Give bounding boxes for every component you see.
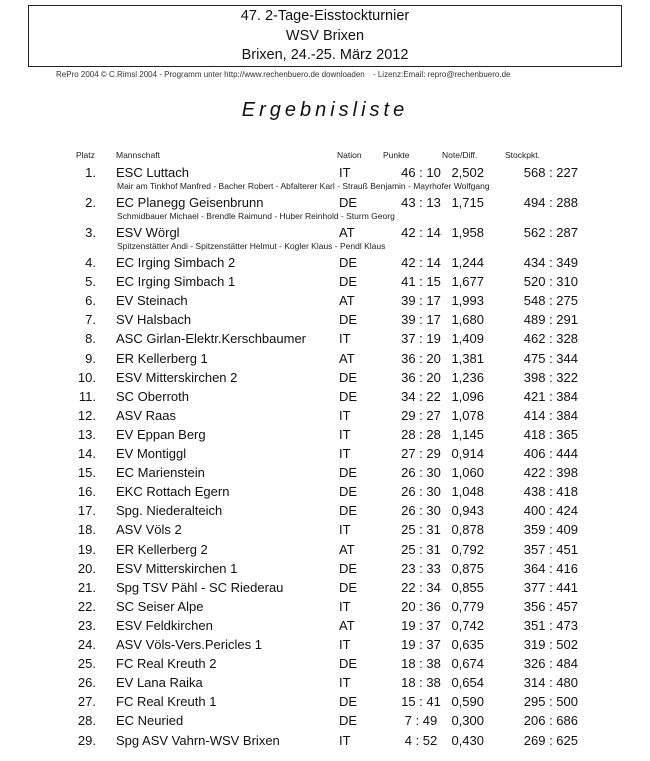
table-row bbox=[0, 427, 650, 446]
table-row bbox=[0, 618, 650, 637]
stock-points-cell: 475 : 344 bbox=[523, 350, 578, 366]
team-name-cell: Spg TSV Pähl - SC Riederau bbox=[116, 579, 284, 595]
nation-cell: DE bbox=[339, 694, 358, 710]
rank-cell: 28. bbox=[77, 713, 96, 729]
rank-cell: 4. bbox=[85, 255, 96, 270]
table-row bbox=[0, 465, 650, 484]
table-row bbox=[0, 561, 650, 580]
points-cell: 19 : 37 bbox=[401, 637, 441, 652]
points-cell: 26 : 30 bbox=[401, 484, 441, 500]
stock-points-cell: 562 : 287 bbox=[523, 225, 578, 240]
nation-cell: DE bbox=[339, 255, 358, 270]
nation-cell: DE bbox=[339, 465, 358, 481]
stock-points-cell: 462 : 328 bbox=[523, 331, 578, 347]
rank-cell: 12. bbox=[77, 407, 96, 423]
nation-cell: DE bbox=[339, 274, 358, 290]
points-cell: 4 : 52 bbox=[404, 732, 438, 748]
note-diff-cell: 1,078 bbox=[451, 407, 484, 423]
nation-cell: IT bbox=[339, 446, 351, 461]
team-name-cell: FC Real Kreuth 2 bbox=[116, 656, 217, 672]
team-name-cell: ESV Mitterskirchen 2 bbox=[116, 369, 238, 385]
nation-cell: AT bbox=[339, 350, 355, 366]
stock-points-cell: 269 : 625 bbox=[523, 732, 578, 748]
note-diff-cell: 0,590 bbox=[451, 694, 484, 710]
note-diff-cell: 0,792 bbox=[451, 541, 484, 557]
nation-cell: DE bbox=[339, 579, 358, 595]
tournament-date-location: Brixen, 24.-25. März 2012 bbox=[241, 47, 409, 63]
note-diff-cell: 0,779 bbox=[451, 598, 484, 614]
note-diff-cell: 0,430 bbox=[451, 732, 484, 748]
table-row bbox=[0, 675, 650, 694]
stock-points-cell: 422 : 398 bbox=[523, 465, 578, 481]
nation-cell: DE bbox=[339, 312, 358, 328]
note-diff-cell: 1,680 bbox=[451, 312, 484, 328]
software-credits bbox=[56, 70, 616, 79]
table-row bbox=[0, 331, 650, 350]
stock-points-cell: 494 : 288 bbox=[523, 195, 578, 210]
team-name-cell: EV Lana Raika bbox=[116, 675, 203, 691]
team-name-cell: EKC Rottach Egern bbox=[116, 484, 230, 500]
team-name-cell: FC Real Kreuth 1 bbox=[116, 694, 217, 710]
points-cell: 20 : 36 bbox=[401, 598, 441, 614]
table-row bbox=[0, 522, 650, 541]
stock-points-cell: 364 : 416 bbox=[523, 560, 578, 576]
stock-points-cell: 418 : 365 bbox=[523, 426, 578, 442]
team-name-cell: ASC Girlan-Elektr.Kerschbaumer bbox=[116, 331, 307, 347]
host-club: WSV Brixen bbox=[285, 27, 365, 44]
nation-cell: DE bbox=[339, 369, 358, 385]
nation-cell: DE bbox=[339, 656, 358, 672]
points-cell: 25 : 31 bbox=[401, 522, 441, 538]
team-name-cell: ESC Luttach bbox=[116, 165, 189, 180]
team-name-cell: ASV Raas bbox=[116, 407, 176, 423]
team-name-cell: EV Eppan Berg bbox=[116, 426, 206, 442]
stock-points-cell: 319 : 502 bbox=[523, 637, 578, 652]
rank-cell: 1. bbox=[85, 165, 96, 180]
team-name-cell: ER Kellerberg 1 bbox=[116, 350, 208, 366]
team-name-cell: ESV Mitterskirchen 1 bbox=[116, 560, 238, 576]
team-name-cell: SV Halsbach bbox=[116, 312, 192, 328]
rank-cell: 23. bbox=[77, 617, 96, 633]
note-diff-cell: 0,674 bbox=[451, 656, 484, 672]
tournament-header bbox=[28, 5, 622, 67]
table-row bbox=[0, 542, 650, 561]
stock-points-cell: 357 : 451 bbox=[523, 541, 578, 557]
team-name-cell: ER Kellerberg 2 bbox=[116, 541, 208, 557]
table-row bbox=[0, 389, 650, 408]
table-row bbox=[0, 351, 650, 370]
note-diff-cell: 1,993 bbox=[451, 293, 484, 309]
table-row bbox=[0, 599, 650, 618]
col-header-stock: Stockpkt. bbox=[505, 150, 540, 160]
nation-cell: DE bbox=[339, 195, 358, 210]
stock-points-cell: 206 : 686 bbox=[523, 713, 578, 729]
points-cell: 27 : 29 bbox=[401, 446, 441, 461]
stock-points-cell: 548 : 275 bbox=[523, 293, 578, 309]
team-name-cell: EC Marienstein bbox=[116, 465, 205, 481]
stock-points-cell: 520 : 310 bbox=[523, 274, 578, 290]
rank-cell: 11. bbox=[78, 388, 96, 404]
note-diff-cell: 1,381 bbox=[451, 350, 484, 366]
team-players: Schmidbauer Michael - Brendle Raimund - Huber Reinhold - Sturm Georg bbox=[117, 211, 395, 221]
credits-license: - Lizenz:Email: repro@rechenbuero.de bbox=[372, 70, 511, 79]
rank-cell: 22. bbox=[77, 598, 96, 614]
points-cell: 15 : 41 bbox=[401, 694, 441, 710]
team-name-cell: EC Irging Simbach 1 bbox=[116, 274, 236, 290]
table-row bbox=[0, 637, 650, 656]
stock-points-cell: 356 : 457 bbox=[523, 598, 578, 614]
note-diff-cell: 0,654 bbox=[451, 675, 484, 691]
rank-cell: 2. bbox=[85, 195, 96, 210]
table-row bbox=[0, 255, 650, 274]
rank-cell: 17. bbox=[77, 503, 96, 519]
rank-cell: 8. bbox=[85, 331, 96, 347]
rank-cell: 24. bbox=[77, 637, 96, 652]
rank-cell: 7. bbox=[85, 312, 96, 328]
table-row bbox=[0, 484, 650, 503]
note-diff-cell: 1,048 bbox=[451, 484, 484, 500]
table-row bbox=[0, 503, 650, 522]
stock-points-cell: 434 : 349 bbox=[523, 255, 578, 270]
note-diff-cell: 1,060 bbox=[451, 465, 484, 481]
points-cell: 39 : 17 bbox=[401, 312, 441, 328]
note-diff-cell: 0,635 bbox=[451, 637, 484, 652]
nation-cell: AT bbox=[339, 541, 355, 557]
table-row bbox=[0, 656, 650, 675]
nation-cell: AT bbox=[339, 293, 355, 309]
rank-cell: 5. bbox=[85, 274, 96, 290]
nation-cell: DE bbox=[339, 484, 358, 500]
rank-cell: 29. bbox=[77, 732, 96, 748]
tournament-name: 47. 2-Tage-Eisstockturnier bbox=[240, 8, 410, 24]
team-name-cell: Spg. Niederalteich bbox=[116, 503, 223, 519]
points-cell: 46 : 10 bbox=[401, 165, 441, 180]
points-cell: 26 : 30 bbox=[401, 465, 441, 481]
rank-cell: 15. bbox=[77, 465, 96, 481]
rank-cell: 16. bbox=[77, 484, 96, 500]
note-diff-cell: 1,096 bbox=[451, 388, 484, 404]
team-name-cell: ESV Feldkirchen bbox=[116, 617, 213, 633]
rank-cell: 27. bbox=[77, 694, 96, 710]
points-cell: 19 : 37 bbox=[401, 617, 441, 633]
points-cell: 7 : 49 bbox=[404, 713, 438, 729]
stock-points-cell: 351 : 473 bbox=[523, 617, 578, 633]
team-name-cell: EV Montiggl bbox=[116, 446, 187, 461]
nation-cell: DE bbox=[339, 503, 358, 519]
table-row bbox=[0, 694, 650, 713]
rank-cell: 9. bbox=[85, 350, 96, 366]
note-diff-cell: 1,715 bbox=[451, 195, 484, 210]
note-diff-cell: 0,878 bbox=[451, 522, 484, 538]
rank-cell: 10. bbox=[77, 369, 96, 385]
points-cell: 28 : 28 bbox=[401, 426, 441, 442]
table-row bbox=[0, 293, 650, 312]
rank-cell: 3. bbox=[85, 225, 96, 240]
team-name-cell: ASV Völs 2 bbox=[116, 522, 182, 538]
col-header-platz: Platz bbox=[76, 150, 95, 160]
col-header-note: Note/Diff. bbox=[442, 150, 478, 160]
note-diff-cell: 1,236 bbox=[451, 369, 484, 385]
table-row bbox=[0, 713, 650, 732]
team-name-cell: ESV Wörgl bbox=[116, 225, 180, 240]
rank-cell: 19. bbox=[77, 541, 96, 557]
team-name-cell: SC Oberroth bbox=[116, 388, 189, 404]
nation-cell: IT bbox=[339, 675, 351, 691]
stock-points-cell: 314 : 480 bbox=[523, 675, 578, 691]
team-players: Mair am Tinkhof Manfred - Bacher Robert - Abfalterer Karl - Strauß Benjamin - Mayrhofer Wolfgang bbox=[117, 181, 490, 191]
stock-points-cell: 568 : 227 bbox=[523, 165, 578, 180]
points-cell: 26 : 30 bbox=[401, 503, 441, 519]
nation-cell: DE bbox=[339, 560, 358, 576]
rank-cell: 21. bbox=[77, 579, 96, 595]
nation-cell: IT bbox=[339, 732, 351, 748]
table-row bbox=[0, 733, 650, 752]
nation-cell: IT bbox=[339, 426, 351, 442]
note-diff-cell: 1,958 bbox=[451, 225, 484, 240]
note-diff-cell: 2,502 bbox=[451, 165, 484, 180]
table-row bbox=[0, 408, 650, 427]
nation-cell: IT bbox=[339, 331, 351, 347]
col-header-team: Mannschaft bbox=[116, 150, 160, 160]
rank-cell: 25. bbox=[77, 656, 96, 672]
team-name-cell: EC Neuried bbox=[116, 713, 184, 729]
points-cell: 41 : 15 bbox=[401, 274, 441, 290]
rank-cell: 13. bbox=[77, 426, 96, 442]
rank-cell: 20. bbox=[77, 560, 96, 576]
nation-cell: IT bbox=[339, 407, 351, 423]
note-diff-cell: 1,145 bbox=[451, 426, 484, 442]
stock-points-cell: 489 : 291 bbox=[523, 312, 578, 328]
stock-points-cell: 400 : 424 bbox=[523, 503, 578, 519]
team-name-cell: EV Steinach bbox=[116, 293, 188, 309]
rank-cell: 26. bbox=[77, 675, 96, 691]
stock-points-cell: 326 : 484 bbox=[523, 656, 578, 672]
stock-points-cell: 414 : 384 bbox=[523, 407, 578, 423]
team-name-cell: ASV Völs-Vers.Pericles 1 bbox=[116, 637, 262, 652]
note-diff-cell: 1,409 bbox=[451, 331, 484, 347]
nation-cell: AT bbox=[339, 225, 355, 240]
stock-points-cell: 377 : 441 bbox=[523, 579, 578, 595]
team-players: Spitzenstätter Andi - Spitzenstätter Helmut - Kogler Klaus - Pendl Klaus bbox=[117, 241, 386, 251]
table-row bbox=[0, 195, 650, 221]
nation-cell: AT bbox=[339, 617, 355, 633]
points-cell: 37 : 19 bbox=[401, 331, 441, 347]
points-cell: 25 : 31 bbox=[401, 541, 441, 557]
col-header-nation: Nation bbox=[337, 150, 362, 160]
table-row bbox=[0, 274, 650, 293]
points-cell: 29 : 27 bbox=[401, 407, 441, 423]
team-name-cell: EC Irging Simbach 2 bbox=[116, 255, 236, 270]
table-row bbox=[0, 580, 650, 599]
rank-cell: 14. bbox=[77, 446, 96, 461]
nation-cell: IT bbox=[339, 165, 351, 180]
page-title: Ergebnisliste bbox=[241, 99, 409, 121]
stock-points-cell: 398 : 322 bbox=[523, 369, 578, 385]
note-diff-cell: 0,875 bbox=[451, 560, 484, 576]
note-diff-cell: 0,943 bbox=[451, 503, 484, 519]
points-cell: 43 : 13 bbox=[401, 195, 441, 210]
team-name-cell: EC Planegg Geisenbrunn bbox=[116, 195, 264, 210]
credits-program: RePro 2004 © C.Rimsl 2004 - Programm unter http://www.rechenbuero.de downloaden bbox=[56, 70, 365, 79]
nation-cell: DE bbox=[339, 388, 358, 404]
points-cell: 36 : 20 bbox=[401, 369, 441, 385]
points-cell: 42 : 14 bbox=[401, 255, 441, 270]
table-row bbox=[0, 165, 650, 191]
rank-cell: 6. bbox=[85, 293, 96, 309]
col-header-punkte: Punkte bbox=[383, 150, 410, 160]
table-row bbox=[0, 370, 650, 389]
stock-points-cell: 295 : 500 bbox=[523, 694, 578, 710]
points-cell: 39 : 17 bbox=[401, 293, 441, 309]
note-diff-cell: 1,677 bbox=[451, 274, 484, 290]
stock-points-cell: 421 : 384 bbox=[523, 388, 578, 404]
note-diff-cell: 0,914 bbox=[451, 446, 484, 461]
table-row bbox=[0, 225, 650, 251]
points-cell: 18 : 38 bbox=[401, 656, 441, 672]
note-diff-cell: 1,244 bbox=[451, 255, 484, 270]
team-name-cell: SC Seiser Alpe bbox=[116, 598, 204, 614]
points-cell: 42 : 14 bbox=[401, 225, 441, 240]
points-cell: 36 : 20 bbox=[401, 350, 441, 366]
nation-cell: IT bbox=[339, 598, 351, 614]
stock-points-cell: 406 : 444 bbox=[523, 446, 578, 461]
stock-points-cell: 359 : 409 bbox=[523, 522, 578, 538]
nation-cell: DE bbox=[339, 713, 358, 729]
note-diff-cell: 0,300 bbox=[451, 713, 484, 729]
points-cell: 18 : 38 bbox=[401, 675, 441, 691]
table-row bbox=[0, 446, 650, 465]
rank-cell: 18. bbox=[77, 522, 96, 538]
table-row bbox=[0, 312, 650, 331]
points-cell: 23 : 33 bbox=[401, 560, 441, 576]
team-name-cell: Spg ASV Vahrn-WSV Brixen bbox=[116, 732, 280, 748]
stock-points-cell: 438 : 418 bbox=[523, 484, 578, 500]
points-cell: 22 : 34 bbox=[401, 579, 441, 595]
note-diff-cell: 0,855 bbox=[451, 579, 484, 595]
points-cell: 34 : 22 bbox=[401, 388, 441, 404]
nation-cell: IT bbox=[339, 522, 351, 538]
note-diff-cell: 0,742 bbox=[451, 617, 484, 633]
nation-cell: IT bbox=[339, 637, 351, 652]
